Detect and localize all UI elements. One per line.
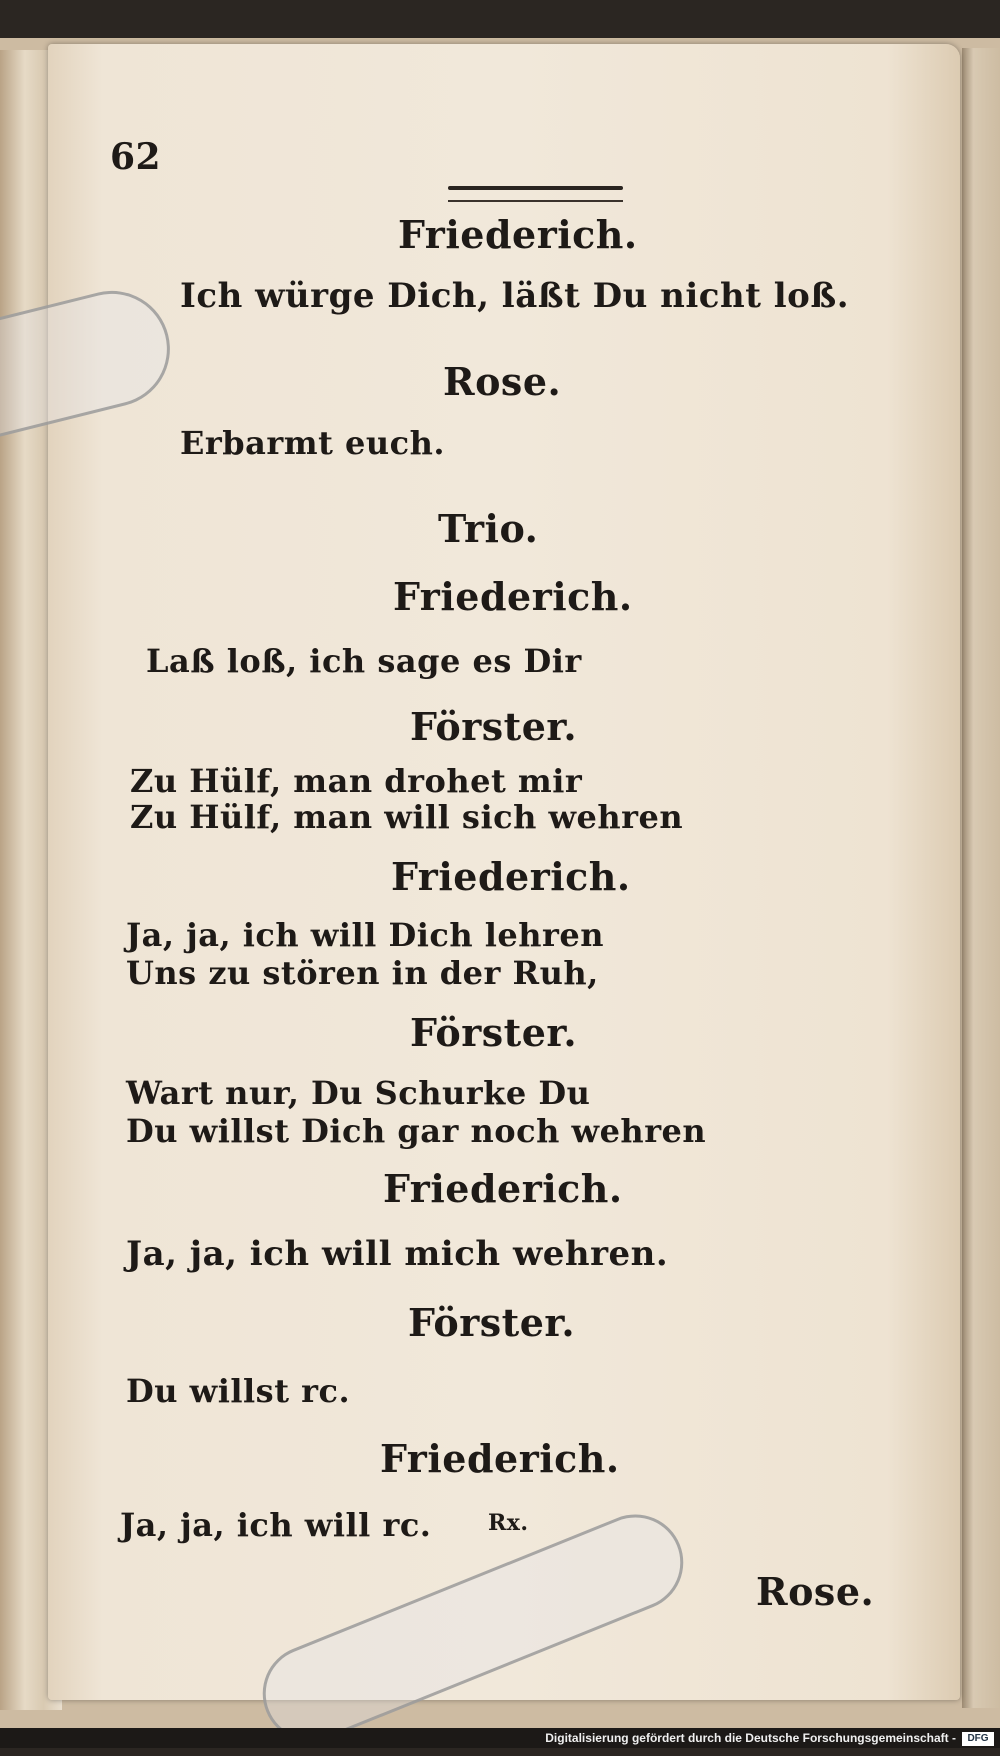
digitization-footer [0,1728,1000,1748]
signature-mark: Rx. [488,1510,529,1536]
page-stack-right [962,48,1000,1708]
catchword: Rose. [756,1569,875,1614]
book-page [48,44,960,1700]
speaker-heading: Friederich. [393,574,633,619]
speaker-heading: Rose. [443,359,562,404]
header-rule-thin [448,200,623,202]
speaker-heading: Förster. [408,1300,576,1345]
verse-line: Zu Hülf, man drohet mir [130,762,583,800]
verse-line: Du willst Dich gar noch wehren [126,1112,707,1150]
verse-line: Ja, ja, ich will mich wehren. [126,1234,669,1274]
speaker-heading: Förster. [410,704,578,749]
verse-line: Ja, ja, ich will rc. [120,1506,432,1544]
verse-line: Uns zu stören in der Ruh, [126,954,599,992]
verse-line: Wart nur, Du Schurke Du [126,1074,591,1112]
footer-credit: Digitalisierung gefördert durch die Deutsche Forschungsgemeinschaft - [545,1731,956,1745]
header-rule [448,186,623,190]
speaker-heading: Friederich. [391,854,631,899]
verse-line: Du willst rc. [126,1372,351,1410]
speaker-heading: Friederich. [380,1436,620,1481]
verse-line: Laß loß, ich sage es Dir [146,642,582,680]
verse-line: Erbarmt euch. [180,424,446,462]
page-number: 62 [110,136,162,178]
section-heading: Trio. [438,506,539,551]
speaker-heading: Friederich. [383,1166,623,1211]
verse-line: Ja, ja, ich will Dich lehren [126,916,605,954]
speaker-heading: Förster. [410,1010,578,1055]
verse-line: Zu Hülf, man will sich wehren [130,798,684,836]
speaker-heading: Friederich. [398,212,638,257]
dfg-logo: DFG [962,1732,994,1746]
verse-line: Ich würge Dich, läßt Du nicht loß. [180,276,850,316]
